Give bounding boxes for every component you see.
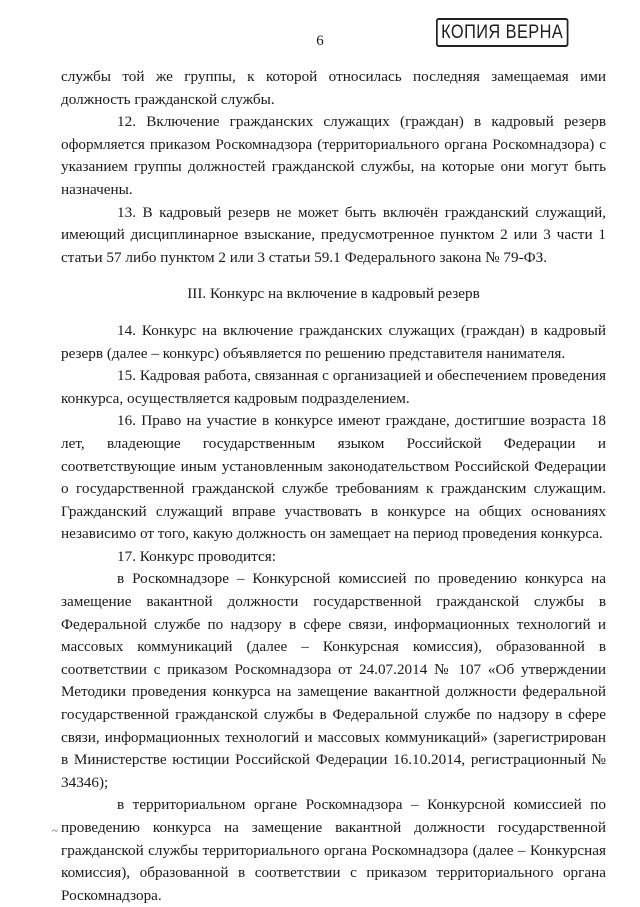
paragraph-12: 12. Включение гражданских служащих (граждан) в кадровый резерв оформляется приказом Роскомнадзора (территориального органа Роскомнадзора) с указанием группы должностей гражданской службы, на которые они могут быть назначены.: [61, 113, 606, 198]
paragraph-13: 13. В кадровый резерв не может быть включён гражданский служащий, имеющий дисциплинарное взыскание, предусмотренное пунктом 2 или 3 части 1 статьи 57 либо пунктом 2 или 3 статьи 59.1 Федерального закона № 79-ФЗ.: [61, 203, 606, 266]
paragraph-continuation: службы той же группы, к которой относилась последняя замещаемая ими должность гражданской службы.: [61, 68, 606, 108]
margin-mark: ~: [52, 825, 58, 837]
paragraph-17-roskomnadzor: в Роскомнадзоре – Конкурсной комиссией по проведению конкурса на замещение вакантной должности государственной гражданской службы в Федеральной службе по надзору в сфере связи, информационных технологий и массовых коммуникаций (далее – Конкурсная комиссия), образованной в соответствии с приказом Роскомнадзора от 24.07.2014 № 107 «Об утверждении Методики проведения конкурса на замещение вакантной должности федеральной государственной гражданской службы в Федеральной службе по надзору в сфере связи, информационных технологий и массовых коммуникаций» (зарегистрирован в Министерстве юстиции Российской Федерации 16.10.2014, регистрационный № 34346);: [61, 570, 606, 791]
paragraph-17-territorial: в территориальном органе Роскомнадзора – Конкурсной комиссией по проведению конкурса на замещение вакантной должности государственной гражданской службы территориального органа Роскомнадзора (далее – Конкурсная комиссия), образованной в соответствии с приказом территориального органа Роскомнадзора.: [61, 796, 606, 904]
document-body: [61, 66, 606, 907]
paragraph-17: 17. Конкурс проводится:: [117, 547, 276, 565]
section-heading: III. Конкурс на включение в кадровый резерв: [187, 285, 480, 303]
paragraph-14: 14. Конкурс на включение гражданских служащих (граждан) в кадровый резерв (далее – конкурс) объявляется по решению представителя нанимателя.: [61, 321, 606, 362]
paragraph-15: 15. Кадровая работа, связанная с организацией и обеспечением проведения конкурса, осуществляется кадровым подразделением.: [61, 367, 606, 407]
certified-copy-stamp: КОПИЯ ВЕРНА: [436, 18, 568, 47]
page-number: 6: [316, 33, 324, 49]
paragraph-16: 16. Право на участие в конкурсе имеют граждане, достигшие возраста 18 лет, владеющие государственным языком Российской Федерации и соответствующие иным установленным законодательством Российской Федерации о государственной гражданской службе требованиям к гражданским служащим. Гражданский служащий вправе участвовать в конкурсе на общих основаниях независимо от того, какую должность он замещает на период проведения конкурса.: [61, 412, 606, 543]
